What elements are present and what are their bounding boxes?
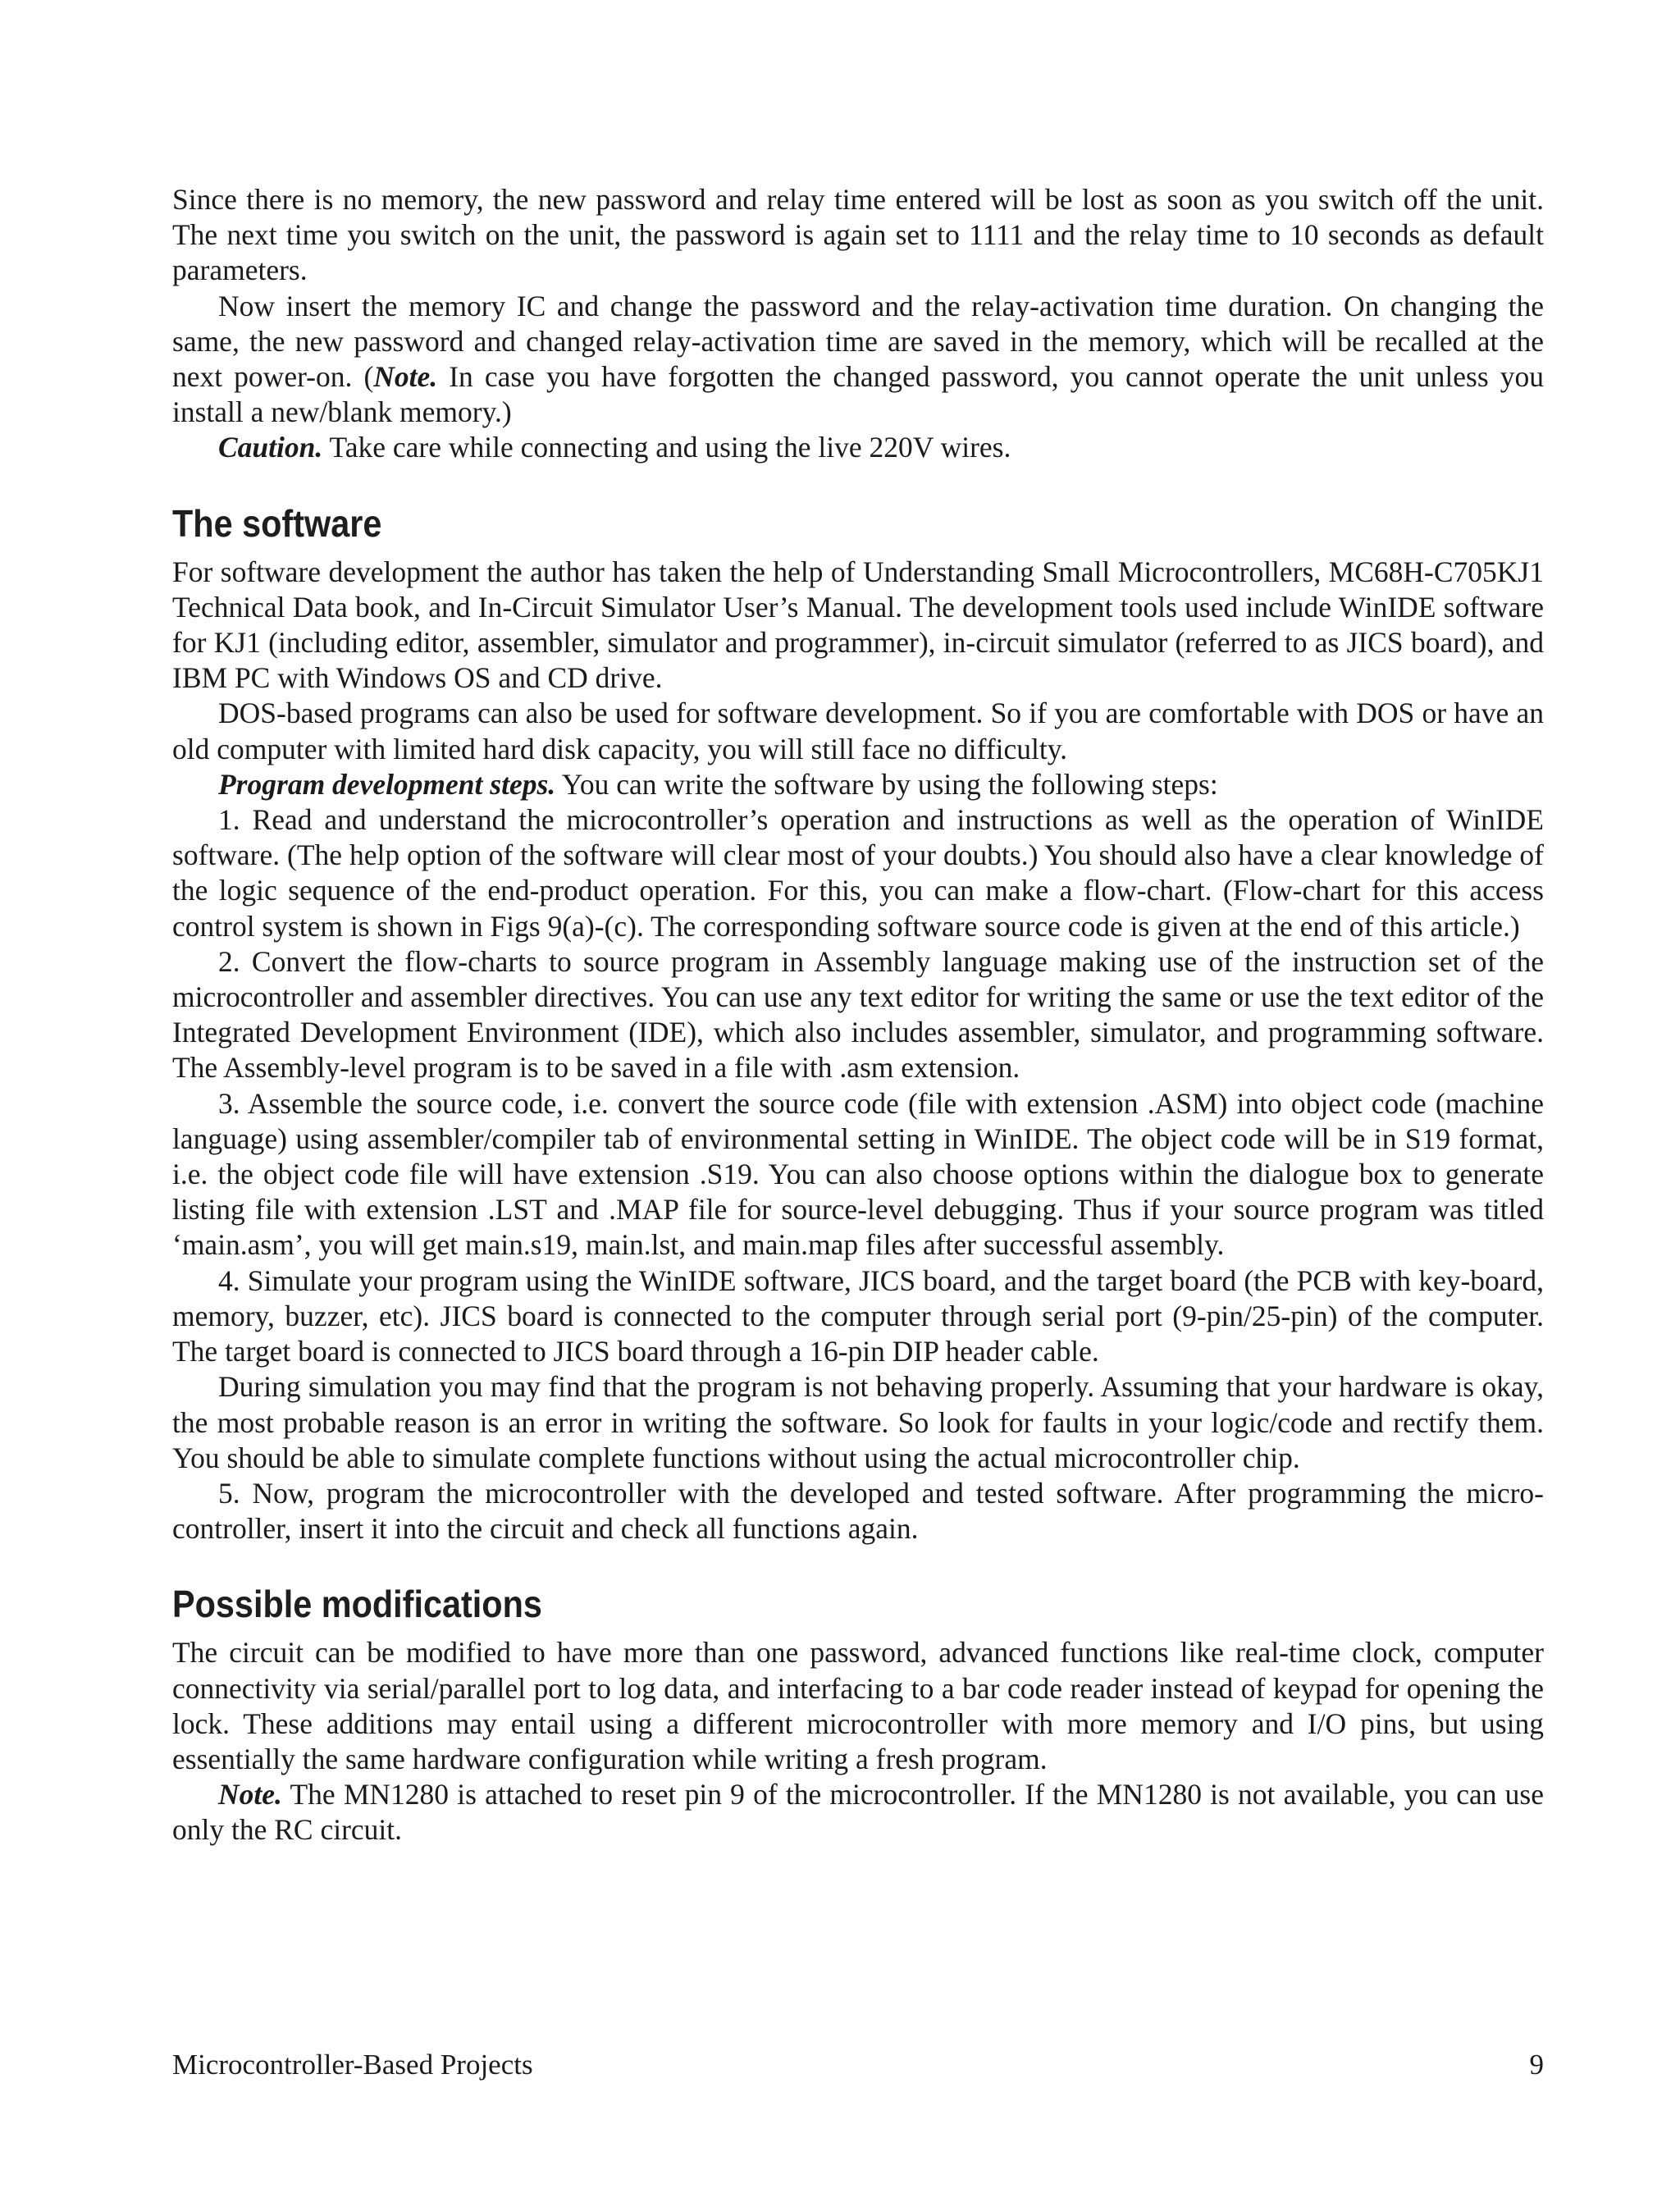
- modifications-paragraph: The circuit can be modified to have more than one password, advanced functions like real-time clock, computer connectivity via serial/parallel port to log data, and interfacing to a bar code reader instead of keypad for opening the lock. These additions may entail using a different microcontroller with more memory and I/O pins, but using essentially the same hardware configuration while writing a fresh program.: [172, 1636, 1544, 1775]
- page-body: [172, 182, 1544, 1848]
- software-paragraph-dos: DOS-based programs can also be used for software development. So if you are comfortable with DOS or have an old computer with limited hard disk capacity, you will still face no difficulty.: [172, 697, 1544, 765]
- step-4: 4. Simulate your program using the WinIDE software, JICS board, and the target board (the PCB with key-board, memory, buzzer, etc). JICS board is connected to the computer through serial port (9-pin/25-pin) of the computer. The target board is connected to JICS board through a 16-pin DIP header cable.: [172, 1263, 1544, 1368]
- caution-paragraph: [172, 430, 1544, 465]
- section-heading-software: The software: [172, 501, 382, 545]
- intro-paragraph-insert-memory: [172, 289, 1544, 431]
- steps-intro-paragraph: [172, 767, 1544, 802]
- simulation-paragraph: During simulation you may find that the program is not behaving properly. Assuming that your hardware is okay, the most probable reason is an error in writing the software. So look for faults in your logic/code and rectify them. You should be able to simulate complete functions without using the actual microcontroller chip.: [172, 1370, 1544, 1474]
- page-footer: [172, 2047, 1544, 2083]
- step-5: 5. Now, program the microcontroller with the developed and tested software. After programming the micro-controller, insert it into the circuit and check all functions again.: [172, 1476, 1544, 1546]
- step-1: 1. Read and understand the microcontroller’s operation and instructions as well as the operation of WinIDE software. (The help option of the software will clear most of your doubts.) You should also have a clear knowledge of the logic sequence of the end-product operation. For this, you can make a flow-chart. (Flow-chart for this access control system is shown in Figs 9(a)-(c). The corresponding software source code is given at the end of this article.): [172, 803, 1544, 943]
- intro-text-a: Now insert the memory IC and change the password and the relay-activation time duration. On changing the same, the new password and changed relay-activation time are saved in the memory, which will be recalled at the next power-on. (: [172, 289, 1544, 394]
- footer-book-title: Microcontroller-Based Projects: [172, 2049, 533, 2081]
- note-label: Note.: [373, 360, 438, 394]
- caution-text: Take care while connecting and using the live 220V wires.: [322, 431, 1011, 464]
- modifications-note-label: Note.: [218, 1778, 282, 1811]
- step-2: 2. Convert the flow-charts to source program in Assembly language making use of the instruction set of the microcontroller and assembler directives. You can use any text editor for writing the same or use the text editor of the Integrated Development Environment (IDE), which also includes assembler, simulator, and programming software. The Assembly-level program is to be saved in a file with .asm extension.: [172, 944, 1544, 1085]
- section-heading-modifications: Possible modifications: [172, 1583, 542, 1626]
- step-3: 3. Assemble the source code, i.e. convert the source code (file with extension .ASM) into object code (machine language) using assembler/compiler tab of environmental setting in WinIDE. The object code will be in S19 format, i.e. the object code file will have extension .S19. You can also choose options within the dialogue box to generate listing file with extension .LST and .MAP file for source-level debugging. Thus if your source program was titled ‘main.asm’, you will get main.s19, main.lst, and main.map files after successful assembly.: [172, 1086, 1544, 1262]
- modifications-note-paragraph: [172, 1777, 1544, 1848]
- intro-paragraph-memory: Since there is no memory, the new password and relay time entered will be lost as soon as you switch off the unit. The next time you switch on the unit, the password is again set to 1111 and the relay time to 10 seconds as default parameters.: [172, 183, 1544, 287]
- page-number: 9: [1529, 2049, 1544, 2081]
- modifications-note-text: The MN1280 is attached to reset pin 9 of the microcontroller. If the MN1280 is not available, you can use only the RC circuit.: [172, 1778, 1544, 1847]
- steps-label: Program development steps.: [218, 767, 556, 801]
- software-paragraph-intro: For software development the author has taken the help of Understanding Small Microcontrollers, MC68H-C705KJ1 Technical Data book, and In-Circuit Simulator User’s Manual. The development tools used include WinIDE software for KJ1 (including editor, assembler, simulator and programmer), in-circuit simulator (referred to as JICS board), and IBM PC with Windows OS and CD drive.: [172, 555, 1544, 695]
- steps-intro-text: You can write the software by using the following steps:: [555, 767, 1218, 801]
- intro-text-b: In case you have forgotten the changed password, you cannot operate the unit unless you install a new/blank memory.): [172, 360, 1544, 429]
- caution-label: Caution.: [218, 431, 323, 464]
